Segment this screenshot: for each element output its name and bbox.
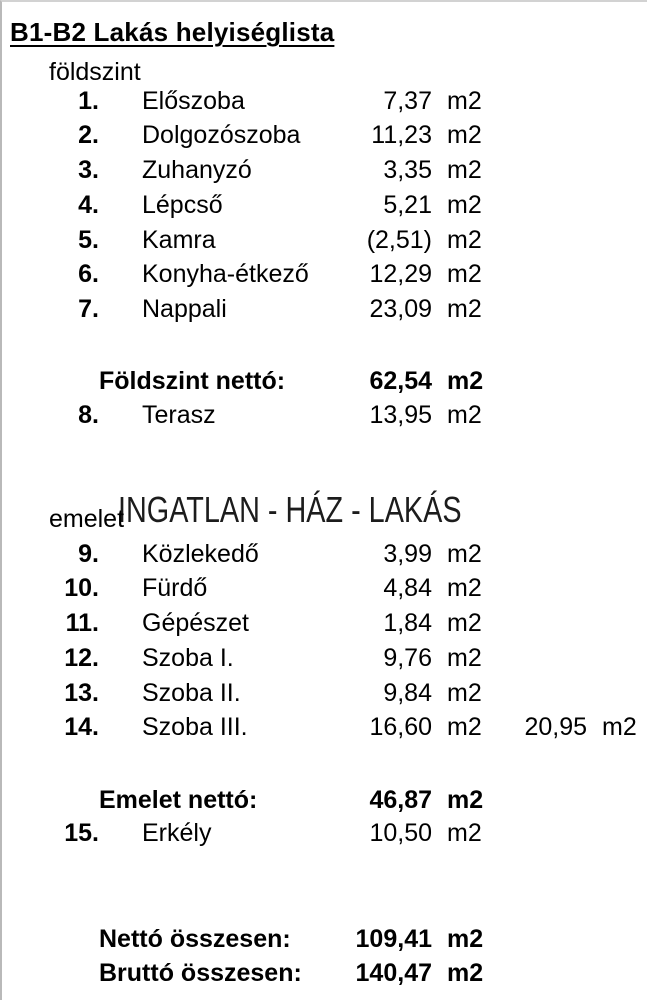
- room-name: Közlekedő: [142, 539, 259, 568]
- room-area-secondary: 20,95: [524, 713, 587, 742]
- area-unit: m2: [602, 713, 637, 742]
- summary-area: 46,87: [369, 785, 432, 814]
- area-unit: m2: [447, 924, 484, 953]
- room-row: [2, 816, 647, 851]
- room-area: 16,60: [369, 713, 432, 742]
- room-area: 1,84: [383, 609, 432, 638]
- summary-label: Földszint nettó:: [99, 366, 286, 395]
- area-unit: m2: [447, 609, 482, 638]
- room-area: 4,84: [383, 574, 432, 603]
- room-area: 23,09: [369, 294, 432, 323]
- summary-label: Nettó összesen:: [99, 924, 291, 953]
- area-unit: m2: [447, 959, 484, 988]
- room-number: 5.: [78, 225, 99, 254]
- area-unit: m2: [447, 156, 482, 185]
- room-name: Dolgozószoba: [142, 121, 301, 150]
- room-name: Szoba I.: [142, 643, 234, 672]
- room-area: 9,84: [383, 678, 432, 707]
- summary-area: 62,54: [369, 366, 432, 395]
- area-unit: m2: [447, 643, 482, 672]
- room-number: 11.: [65, 609, 99, 638]
- room-row: [2, 606, 647, 641]
- room-row: [2, 223, 647, 258]
- room-name: Előszoba: [142, 86, 245, 115]
- room-name: Lépcső: [142, 190, 223, 219]
- room-area: 10,50: [369, 819, 432, 848]
- room-number: 9.: [78, 539, 99, 568]
- room-name: Konyha-étkező: [142, 260, 309, 289]
- room-number: 4.: [78, 190, 99, 219]
- floor-label-upper: emelet: [49, 505, 125, 533]
- room-area: 3,99: [383, 539, 432, 568]
- summary-label: Bruttó összesen:: [99, 959, 302, 988]
- room-number: 14.: [64, 713, 99, 742]
- room-name: Szoba III.: [142, 713, 248, 742]
- area-unit: m2: [447, 225, 482, 254]
- area-unit: m2: [447, 785, 484, 814]
- room-number: 12.: [64, 643, 99, 672]
- page-title: B1-B2 Lakás helyiséglista: [10, 17, 335, 47]
- room-row: [2, 292, 647, 327]
- room-name: Nappali: [142, 294, 227, 323]
- summary-area: 109,41: [355, 924, 432, 953]
- room-name: Zuhanyzó: [142, 156, 252, 185]
- area-unit: m2: [447, 121, 482, 150]
- area-unit: m2: [447, 819, 482, 848]
- room-number: 3.: [78, 156, 99, 185]
- room-area: 9,76: [383, 643, 432, 672]
- area-unit: m2: [447, 574, 482, 603]
- room-name: Szoba II.: [142, 678, 241, 707]
- area-unit: m2: [447, 294, 482, 323]
- room-area: 7,37: [383, 86, 432, 115]
- room-row: [2, 571, 647, 606]
- room-name: Terasz: [142, 401, 216, 430]
- room-row: [2, 676, 647, 711]
- room-name: Kamra: [142, 225, 216, 254]
- room-number: 6.: [78, 260, 99, 289]
- room-name: Fürdő: [142, 574, 208, 603]
- room-row: [2, 641, 647, 676]
- room-number: 1.: [78, 86, 99, 115]
- floor-label-ground: földszint: [49, 58, 141, 86]
- room-row: [2, 153, 647, 188]
- room-number: 13.: [64, 678, 99, 707]
- area-unit: m2: [447, 401, 482, 430]
- room-number: 8.: [78, 401, 99, 430]
- room-name: Gépészet: [142, 609, 250, 638]
- room-row: [2, 398, 647, 433]
- room-area: 13,95: [369, 401, 432, 430]
- room-number: 2.: [78, 121, 99, 150]
- room-area: 5,21: [383, 190, 432, 219]
- room-row: [2, 710, 647, 745]
- total-row: [2, 956, 647, 991]
- subtotal-row: [2, 364, 647, 399]
- room-number: 7.: [78, 294, 99, 323]
- room-name: Erkély: [142, 819, 212, 848]
- area-unit: m2: [447, 260, 482, 289]
- room-row: [2, 118, 647, 153]
- area-unit: m2: [447, 713, 482, 742]
- watermark-text: INGATLAN - HÁZ - LAKÁS: [118, 489, 462, 530]
- summary-area: 140,47: [355, 959, 432, 988]
- area-unit: m2: [447, 86, 482, 115]
- area-unit: m2: [447, 539, 482, 568]
- summary-label: Emelet nettó:: [99, 785, 258, 814]
- room-row: [2, 84, 647, 119]
- room-row: [2, 537, 647, 572]
- area-unit: m2: [447, 678, 482, 707]
- room-area: (2,51): [366, 225, 432, 254]
- room-row: [2, 257, 647, 292]
- room-row: [2, 188, 647, 223]
- total-row: [2, 922, 647, 957]
- room-area: 3,35: [383, 156, 432, 185]
- room-number: 10.: [64, 574, 99, 603]
- room-number: 15.: [64, 819, 99, 848]
- area-unit: m2: [447, 190, 482, 219]
- room-area: 11,23: [371, 121, 432, 150]
- area-unit: m2: [447, 366, 484, 395]
- room-area: 12,29: [369, 260, 432, 289]
- subtotal-row: [2, 783, 647, 818]
